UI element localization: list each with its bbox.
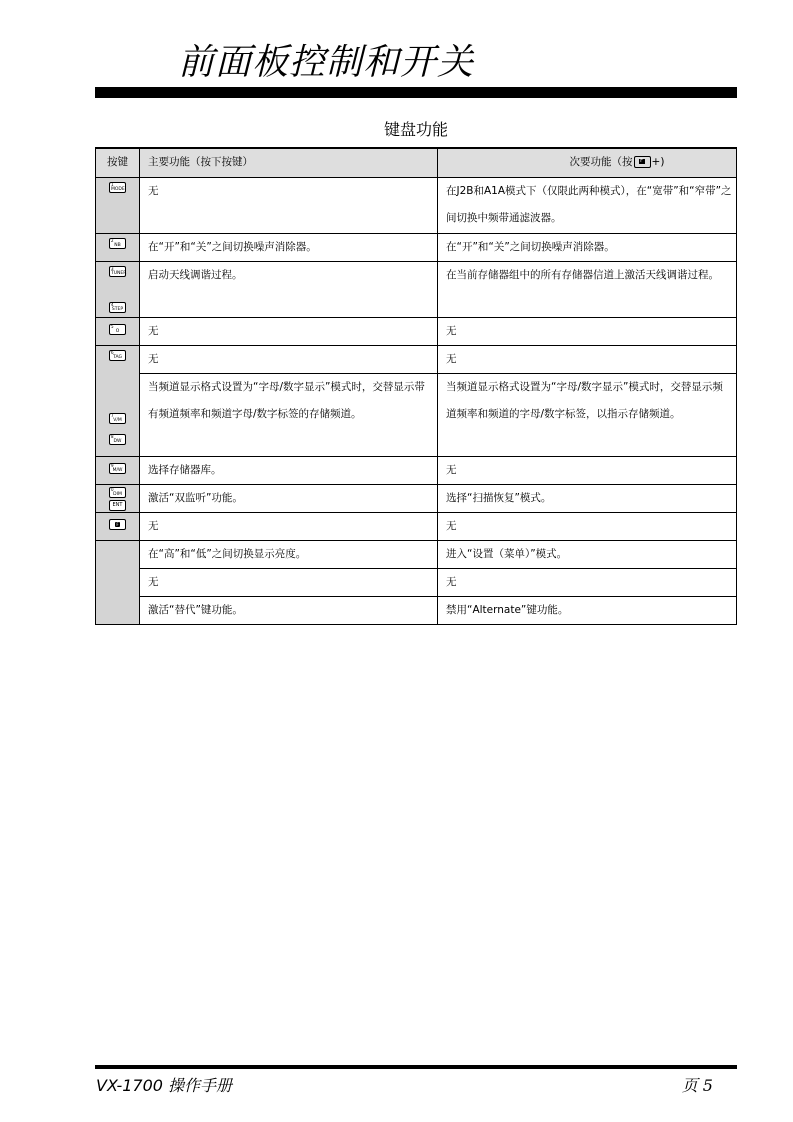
table-row xyxy=(96,262,737,318)
ent-key-icon: ENT xyxy=(109,500,126,511)
vm-key-icon: 7 V/M xyxy=(109,413,126,424)
header-secondary: 次要功能（按 F +) xyxy=(438,148,737,178)
key-cell xyxy=(96,457,140,485)
key-cell xyxy=(96,262,140,318)
key-cell xyxy=(96,346,140,457)
key-cell xyxy=(96,541,140,625)
primary-cell: 无 xyxy=(140,513,438,541)
secondary-cell: 无 xyxy=(438,569,737,597)
dim-key-icon: 0 DIM xyxy=(109,487,126,498)
primary-cell: 激活“双监听”功能。 xyxy=(140,485,438,513)
primary-cell: 在“开”和“关”之间切换噪声消除器。 xyxy=(140,234,438,262)
section-title: 键盘功能 xyxy=(383,120,448,139)
nb-key-icon: 2 NB xyxy=(109,238,126,249)
secondary-cell: 在当前存储器组中的所有存储器信道上激活天线调谐过程。 xyxy=(438,262,737,318)
o-key-icon: 5 O xyxy=(109,324,126,335)
primary-cell: 无 xyxy=(140,178,438,234)
key-cell xyxy=(96,485,140,513)
table-row xyxy=(96,485,737,513)
secondary-cell: 无 xyxy=(438,318,737,346)
secondary-cell: 选择“扫描恢复”模式。 xyxy=(438,485,737,513)
page-title: 前面板控制和开关 xyxy=(178,42,475,83)
key-cell xyxy=(96,318,140,346)
table-row xyxy=(96,513,737,541)
tag-key-icon: 6 TAG xyxy=(109,350,126,361)
header-primary: 主要功能（按下按键） xyxy=(140,148,438,178)
secondary-cell: 禁用“Alternate”键功能。 xyxy=(438,597,737,625)
table-row xyxy=(96,374,737,457)
mw-key-icon: 9 M/W xyxy=(109,463,126,474)
primary-cell: 无 xyxy=(140,346,438,374)
key-cell xyxy=(96,513,140,541)
footer-manual-title: VX-1700 操作手册 xyxy=(96,1076,233,1095)
header-key: 按键 xyxy=(96,148,140,178)
secondary-cell: 在“开”和“关”之间切换噪声消除器。 xyxy=(438,234,737,262)
primary-cell: 启动天线调谐过程。 xyxy=(140,262,438,318)
primary-cell: 当频道显示格式设置为“字母/数字显示”模式时，交替显示带有频道频率和频道字母/数字标签的存储频道。 xyxy=(140,374,438,457)
table-row xyxy=(96,597,737,625)
primary-cell: 选择存储器库。 xyxy=(140,457,438,485)
secondary-cell: 进入“设置（菜单）”模式。 xyxy=(438,541,737,569)
tuner-key-icon: 3 TUNER xyxy=(111,266,127,276)
primary-cell: 无 xyxy=(140,318,438,346)
key-cell xyxy=(96,178,140,234)
dw-key-icon: 8 DW xyxy=(109,434,126,445)
secondary-cell: 无 xyxy=(438,457,737,485)
mode-key-icon: 1 MODE xyxy=(111,182,125,192)
keyboard-function-table xyxy=(95,147,737,625)
f-key-icon: F xyxy=(109,519,126,530)
table-row xyxy=(96,234,737,262)
step-key-icon: 4 STEP xyxy=(109,302,126,313)
table-header-row xyxy=(96,148,737,178)
secondary-cell: 在J2B和A1A模式下（仅限此两种模式），在“宽带”和“窄带”之间切换中频带通滤波器。 xyxy=(438,178,737,234)
table-row xyxy=(96,457,737,485)
table-row xyxy=(96,178,737,234)
key-cell xyxy=(96,234,140,262)
primary-cell: 激活“替代”键功能。 xyxy=(140,597,438,625)
secondary-cell: 无 xyxy=(438,346,737,374)
primary-cell: 在“高”和“低”之间切换显示亮度。 xyxy=(140,541,438,569)
footer-divider xyxy=(95,1065,737,1069)
table-row xyxy=(96,318,737,346)
f-key-icon: F xyxy=(634,156,651,168)
table-row xyxy=(96,346,737,374)
table-row xyxy=(96,541,737,569)
primary-cell: 无 xyxy=(140,569,438,597)
footer-page-number: 页 5 xyxy=(681,1076,713,1095)
title-divider xyxy=(95,87,737,98)
secondary-cell: 当频道显示格式设置为“字母/数字显示”模式时，交替显示频道频率和频道的字母/数字标签，以指示存储频道。 xyxy=(438,374,737,457)
secondary-cell: 无 xyxy=(438,513,737,541)
table-row xyxy=(96,569,737,597)
